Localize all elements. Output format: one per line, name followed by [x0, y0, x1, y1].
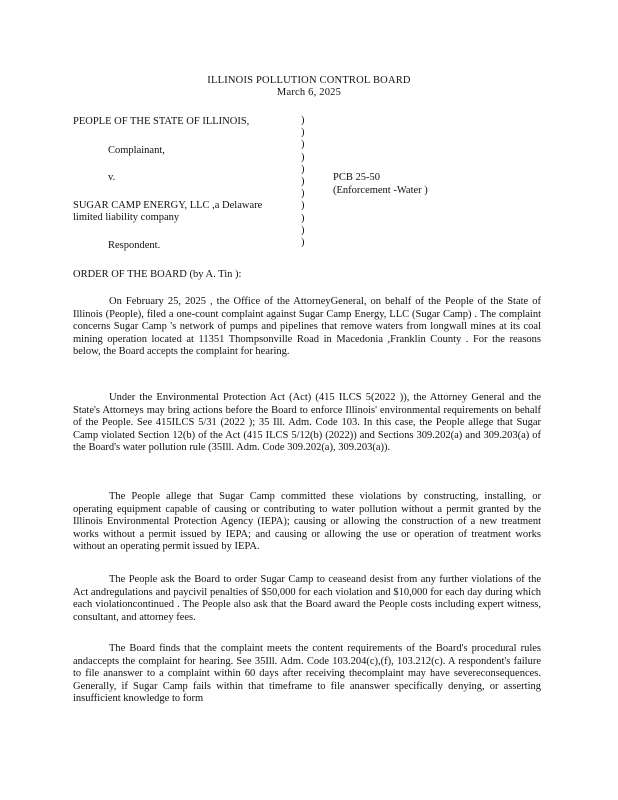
plaintiff-name: PEOPLE OF THE STATE OF ILLINOIS,: [73, 116, 250, 127]
respondent-role: Respondent.: [108, 240, 161, 251]
paragraph-5: The Board finds that the complaint meets the content requirements of the Board's procedural rules andaccepts the complaint for hearing. See 35Ill. Adm. Code 103.204(c),(f), 103.212(c). A respondent's failure to file ananswer to a complaint within 60 days after receiving thecomplaint may have severeconsequences. Generally, if Sugar Camp fails within that timeframe to file ananswer specifically denying, or asserting insufficient knowledge to form: [73, 643, 541, 704]
paragraph-2: Under the Environmental Protection Act (Act) (415 ILCS 5(2022 )), the Attorney General and the State's Attorneys may bring actions before the Board to enforce Illinois' environmental requirements on behalf of the People. See 415ILCS 5/31 (2022 ); 35 Ill. Adm. Code 103. In this case, the People allege that Sugar Camp violated Section 12(b) of the Act (415 ILCS 5/12(b) (2022)) and Sections 309.202(a) and 309.203(a) of the Board's water pollution rule (35Ill. Adm. Code 309.202(a), 309.203(a)).: [73, 392, 541, 453]
order-date: March 6, 2025: [276, 87, 342, 98]
defendant-name-line2: limited liability company: [73, 212, 180, 223]
case-number: PCB 25-50: [333, 172, 380, 183]
caption-divider: ) ) ) ) ) ) ) ) ) ) ): [301, 115, 305, 248]
paragraph-3: The People allege that Sugar Camp committed these violations by constructing, installing, or operating equipment capable of causing or contributing to water pollution without a permit granted by the Illinois Environmental Protection Agency (IEPA); causing or allowing the construction of a new treatment works without a permit issued by IEPA; and causing or allowing the use or operation of treatment works without an operating permit issued by IEPA.: [73, 491, 541, 552]
order-heading: ORDER OF THE BOARD (by A. Tin ):: [73, 269, 242, 280]
versus-label: v.: [108, 172, 116, 183]
case-type: (Enforcement -Water ): [333, 185, 428, 196]
paragraph-1: On February 25, 2025 , the Office of the AttorneyGeneral, on behalf of the People of the State of Illinois (People), filed a one-count complaint against Sugar Camp Energy, LLC (Sugar Camp) . The complaint concerns Sugar Camp 's network of pumps and pipelines that remove waters from longwall mines at its coal mining operation located at 11351 Thompsonville Road in Macedonia ,Franklin County . For the reasons below, the Board accepts the complaint for hearing.: [73, 296, 541, 357]
paragraph-4: The People ask the Board to order Sugar Camp to ceaseand desist from any further violations of the Act andregulations and paycivil penalties of $50,000 for each violation and $10,000 for each day during which each violationcontinued . The People also ask that the Board award the People costs including expert witness, consultant, and attorney fees.: [73, 574, 541, 623]
complainant-role: Complainant,: [108, 145, 165, 156]
board-name: ILLINOIS POLLUTION CONTROL BOARD: [207, 75, 411, 86]
defendant-name-line1: SUGAR CAMP ENERGY, LLC ,a Delaware: [73, 200, 263, 211]
